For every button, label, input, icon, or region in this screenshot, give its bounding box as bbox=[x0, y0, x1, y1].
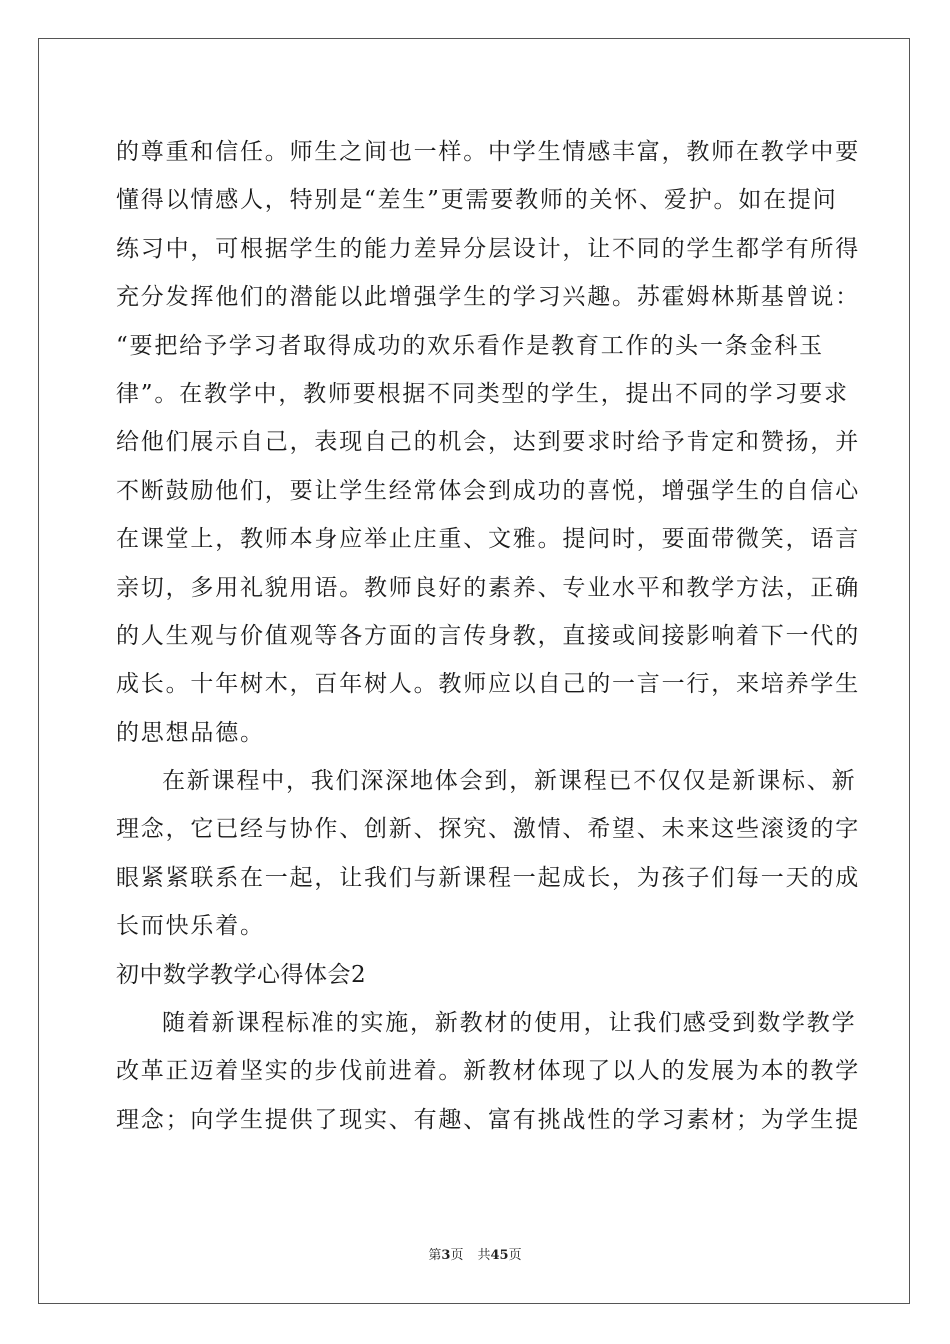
text-line: 眼紧紧联系在一起，让我们与新课程一起成长，为孩子们每一天的成 bbox=[116, 864, 860, 891]
text-line: 给他们展示自己，表现自己的机会，达到要求时给予肯定和赞扬，并 bbox=[116, 429, 860, 456]
total-pages: 45 bbox=[490, 1248, 509, 1263]
text-line: 理念，它已经与协作、创新、探究、激情、希望、未来这些滚烫的字 bbox=[116, 816, 860, 843]
paragraph-start-line: 在新课程中，我们深深地体会到，新课程已不仅仅是新课标、新 bbox=[162, 768, 857, 795]
text-line: “要把给予学习者取得成功的欢乐看作是教育工作的头一条金科玉 bbox=[116, 332, 824, 359]
page-prefix: 第 bbox=[428, 1248, 442, 1263]
text-line: 的尊重和信任。师生之间也一样。中学生情感丰富，教师在教学中要 bbox=[116, 139, 860, 165]
document-body bbox=[116, 128, 860, 1144]
text-line: 懂得以情感人，特别是“差生”更需要教师的关怀、爱护。如在提问 bbox=[116, 187, 838, 214]
text-line: 的思想品德。 bbox=[116, 719, 265, 746]
text-line: 成长。十年树木，百年树人。教师应以自己的一言一行，来培养学生 bbox=[116, 671, 860, 698]
page-suffix: 页 bbox=[450, 1248, 464, 1263]
page-footer bbox=[0, 1244, 950, 1263]
text-line: 长而快乐着。 bbox=[116, 913, 265, 940]
text-line: 的人生观与价值观等各方面的言传身教，直接或间接影响着下一代的 bbox=[116, 622, 860, 649]
paragraph-start-line: 随着新课程标准的实施，新教材的使用，让我们感受到数学教学 bbox=[162, 1010, 857, 1037]
page-current: 3 bbox=[441, 1248, 451, 1263]
text-line: 不断鼓励他们，要让学生经常体会到成功的喜悦，增强学生的自信心 bbox=[116, 477, 860, 504]
text-line: 充分发挥他们的潜能以此增强学生的学习兴趣。苏霍姆林斯基曾说： bbox=[116, 284, 860, 311]
section-heading: 初中数学教学心得体会2 bbox=[116, 961, 367, 988]
total-prefix: 共 bbox=[477, 1248, 491, 1263]
text-line: 在课堂上，教师本身应举止庄重、文雅。提问时，要面带微笑，语言 bbox=[116, 526, 860, 553]
text-line: 改革正迈着坚实的步伐前进着。新教材体现了以人的发展为本的教学 bbox=[116, 1058, 860, 1085]
total-suffix: 页 bbox=[508, 1248, 522, 1263]
text-line: 律”。在教学中，教师要根据不同类型的学生，提出不同的学习要求 bbox=[116, 380, 849, 407]
text-line: 练习中，可根据学生的能力差异分层设计，让不同的学生都学有所得 bbox=[116, 235, 860, 262]
text-line: 理念；向学生提供了现实、有趣、富有挑战性的学习素材；为学生提 bbox=[116, 1106, 860, 1133]
text-line: 亲切，多用礼貌用语。教师良好的素养、专业水平和教学方法，正确 bbox=[116, 574, 860, 601]
